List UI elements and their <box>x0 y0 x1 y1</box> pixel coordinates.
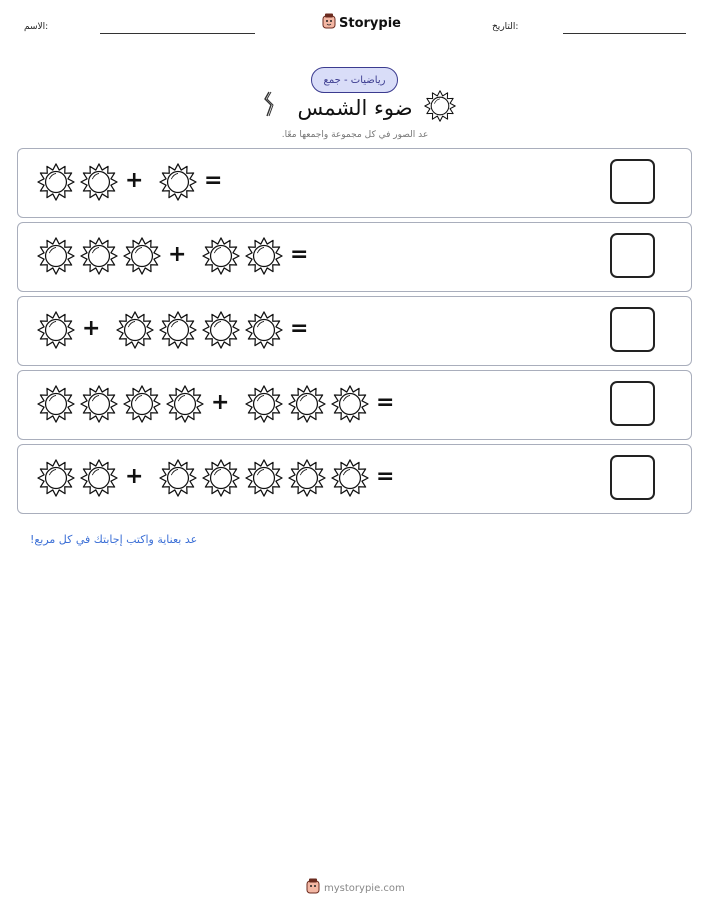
answer-box[interactable] <box>610 381 655 426</box>
sun-icon <box>80 459 118 497</box>
sun-icon <box>159 459 197 497</box>
sun-icon <box>245 311 283 349</box>
sun-icon <box>288 385 326 423</box>
answer-box[interactable] <box>610 307 655 352</box>
sun-icon <box>202 459 240 497</box>
sun-icon <box>116 311 154 349</box>
plus-sign: + <box>125 464 144 489</box>
tip-text: عد بعناية واكتب إجابتك في كل مربع! <box>30 533 198 546</box>
mascot-icon <box>322 13 336 33</box>
date-label: التاريخ: <box>492 22 519 32</box>
sun-icon <box>159 163 197 201</box>
plus-sign: + <box>168 242 187 267</box>
sun-icon <box>123 385 161 423</box>
answer-box[interactable] <box>610 455 655 500</box>
problem-row <box>17 370 692 440</box>
equals-sign: = <box>290 316 309 341</box>
sun-icon <box>37 459 75 497</box>
sun-icon <box>123 237 161 275</box>
brand-logo <box>322 13 401 33</box>
problem-row <box>17 148 692 218</box>
sun-icon <box>202 237 240 275</box>
plus-sign: + <box>82 316 101 341</box>
sun-icon <box>37 237 75 275</box>
plus-sign: + <box>125 168 144 193</box>
footer <box>306 878 405 898</box>
sun-icon <box>331 385 369 423</box>
problem-row <box>17 444 692 514</box>
answer-box[interactable] <box>610 159 655 204</box>
equals-sign: = <box>290 242 309 267</box>
subject-badge: رياضيات - جمع <box>311 67 398 93</box>
sun-icon <box>37 163 75 201</box>
sun-icon <box>245 385 283 423</box>
sun-icon <box>80 163 118 201</box>
problem-row <box>17 296 692 366</box>
equals-sign: = <box>204 168 223 193</box>
page-title: ضوء الشمس <box>297 96 413 120</box>
instructions: عد الصور في كل مجموعة واجمعها معًا. <box>281 130 429 140</box>
name-label: الاسم: <box>24 22 49 32</box>
sun-icon <box>80 385 118 423</box>
sun-icon <box>424 90 456 126</box>
mascot-icon <box>306 878 320 898</box>
answer-box[interactable] <box>610 233 655 278</box>
equals-sign: = <box>376 390 395 415</box>
sun-icon <box>37 385 75 423</box>
name-line[interactable] <box>100 33 255 34</box>
sun-icon <box>331 459 369 497</box>
date-line[interactable] <box>563 33 686 34</box>
sun-icon <box>288 459 326 497</box>
sun-icon <box>159 311 197 349</box>
squiggle-icon <box>262 91 276 121</box>
sun-icon <box>166 385 204 423</box>
sun-icon <box>80 237 118 275</box>
footer-url: mystorypie.com <box>324 882 405 894</box>
equals-sign: = <box>376 464 395 489</box>
problem-row <box>17 222 692 292</box>
brand-name: Storypie <box>339 15 401 31</box>
sun-icon <box>245 459 283 497</box>
plus-sign: + <box>211 390 230 415</box>
sun-icon <box>245 237 283 275</box>
sun-icon <box>37 311 75 349</box>
sun-icon <box>202 311 240 349</box>
